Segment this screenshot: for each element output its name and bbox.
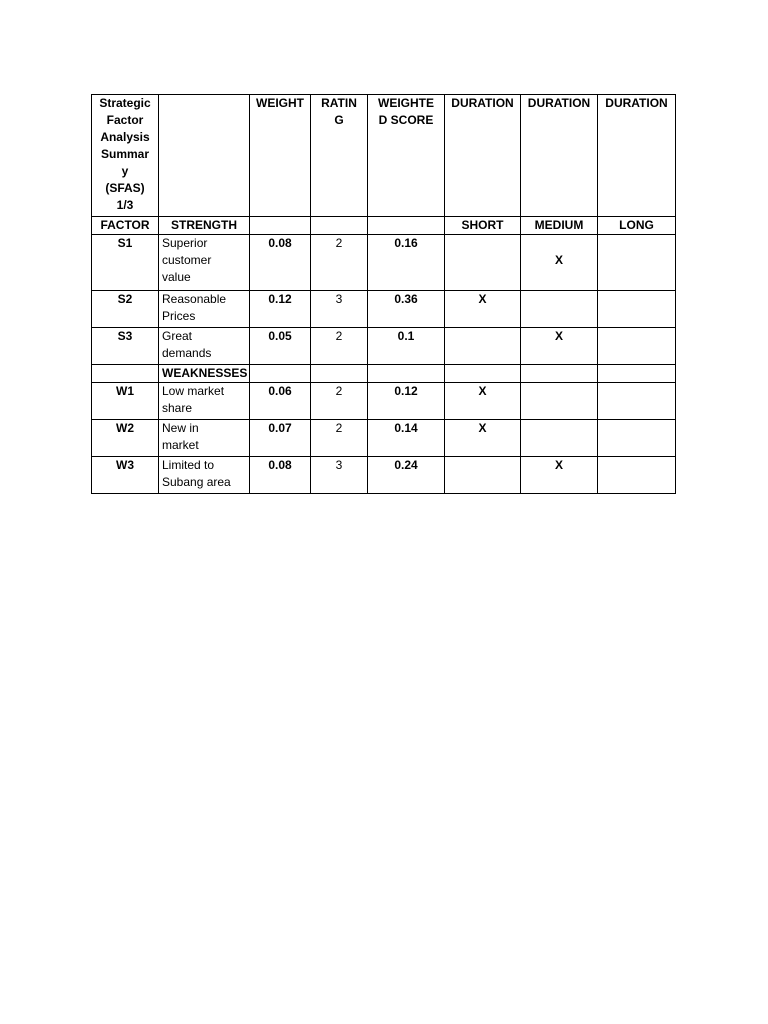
long-mark	[598, 383, 676, 420]
duration-header-3: DURATION	[598, 95, 676, 217]
score-value: 0.16	[368, 235, 445, 291]
medium-mark: X	[521, 328, 598, 365]
score-value: 0.1	[368, 328, 445, 365]
empty-cell	[250, 365, 311, 383]
long-mark	[598, 457, 676, 494]
table-row	[92, 328, 676, 365]
medium-mark: X	[521, 457, 598, 494]
medium-mark	[521, 291, 598, 328]
strength-header: STRENGTH	[159, 217, 250, 235]
score-value: 0.14	[368, 420, 445, 457]
factor-header: FACTOR	[92, 217, 159, 235]
empty-cell	[521, 365, 598, 383]
weighted-score-header: WEIGHTE D SCORE	[368, 95, 445, 217]
score-value: 0.24	[368, 457, 445, 494]
factor-description: New in market	[159, 420, 250, 457]
score-value: 0.12	[368, 383, 445, 420]
rating-value: 2	[311, 420, 368, 457]
rating-value: 2	[311, 235, 368, 291]
empty-cell	[311, 217, 368, 235]
rating-value: 3	[311, 457, 368, 494]
short-mark: X	[445, 291, 521, 328]
rating-value: 3	[311, 291, 368, 328]
empty-cell	[445, 365, 521, 383]
table-row	[92, 291, 676, 328]
score-value: 0.36	[368, 291, 445, 328]
header-row	[92, 95, 676, 217]
long-mark	[598, 235, 676, 291]
rating-value: 2	[311, 328, 368, 365]
short-mark	[445, 328, 521, 365]
factor-code: W3	[92, 457, 159, 494]
factor-code: S3	[92, 328, 159, 365]
short-header: SHORT	[445, 217, 521, 235]
empty-cell	[311, 365, 368, 383]
table-row	[92, 383, 676, 420]
empty-cell	[598, 365, 676, 383]
table-row	[92, 235, 676, 291]
factor-code: W2	[92, 420, 159, 457]
empty-header-cell	[159, 95, 250, 217]
long-mark	[598, 291, 676, 328]
table-title: Strategic Factor Analysis Summar y (SFAS) 1/3	[92, 95, 159, 217]
duration-header-2: DURATION	[521, 95, 598, 217]
factor-code: W1	[92, 383, 159, 420]
medium-header: MEDIUM	[521, 217, 598, 235]
weaknesses-label: WEAKNESSES	[159, 365, 250, 383]
short-mark: X	[445, 383, 521, 420]
factor-code: S1	[92, 235, 159, 291]
rating-value: 2	[311, 383, 368, 420]
short-mark	[445, 235, 521, 291]
factor-code: S2	[92, 291, 159, 328]
medium-mark	[521, 383, 598, 420]
weight-value: 0.08	[250, 235, 311, 291]
long-mark	[598, 420, 676, 457]
factor-description: Great demands	[159, 328, 250, 365]
factor-description: Superior customer value	[159, 235, 250, 291]
subheader-row	[92, 217, 676, 235]
sfas-table	[91, 94, 676, 494]
long-header: LONG	[598, 217, 676, 235]
empty-cell	[368, 217, 445, 235]
weight-value: 0.08	[250, 457, 311, 494]
weaknesses-row	[92, 365, 676, 383]
weight-value: 0.07	[250, 420, 311, 457]
rating-header: RATIN G	[311, 95, 368, 217]
table-row	[92, 420, 676, 457]
factor-description: Limited to Subang area	[159, 457, 250, 494]
empty-cell	[368, 365, 445, 383]
weight-value: 0.06	[250, 383, 311, 420]
weight-header: WEIGHT	[250, 95, 311, 217]
factor-description: Reasonable Prices	[159, 291, 250, 328]
long-mark	[598, 328, 676, 365]
short-mark: X	[445, 420, 521, 457]
factor-description: Low market share	[159, 383, 250, 420]
table-row	[92, 457, 676, 494]
duration-header-1: DURATION	[445, 95, 521, 217]
weight-value: 0.12	[250, 291, 311, 328]
empty-cell	[250, 217, 311, 235]
weight-value: 0.05	[250, 328, 311, 365]
short-mark	[445, 457, 521, 494]
empty-cell	[92, 365, 159, 383]
medium-mark: X	[521, 235, 598, 291]
medium-mark	[521, 420, 598, 457]
